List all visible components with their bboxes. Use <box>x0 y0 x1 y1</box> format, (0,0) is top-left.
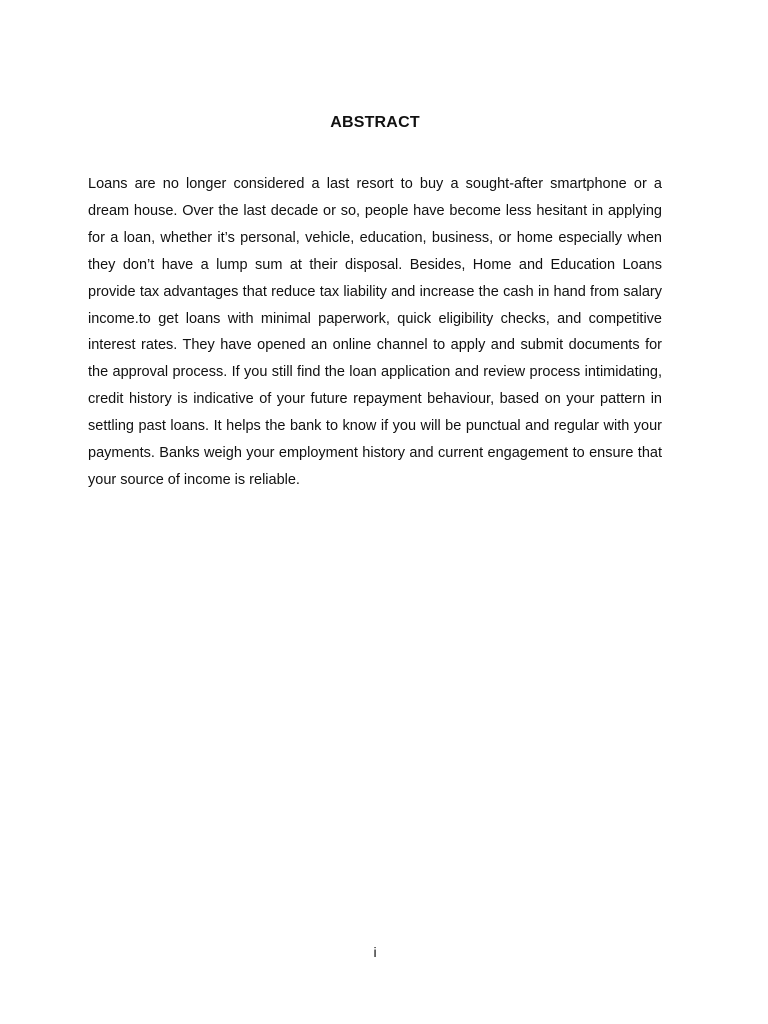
page-number: i <box>373 944 377 960</box>
abstract-heading: ABSTRACT <box>330 114 420 131</box>
abstract-paragraph: Loans are no longer considered a last resort to buy a sought-after smartphone or a dream house. Over the last decade or so, people have become less hesitant in applying for a loan, whether it’s personal, vehicle, education, business, or home especially when they don’t have a lump sum at their disposal. Besides, Home and Education Loans provide tax advantages that reduce tax liability and increase the cash in hand from salary income.to get loans with minimal paperwork, quick eligibility checks, and competitive interest rates. They have opened an online channel to apply and submit documents for the approval process. If you still find the loan application and review process intimidating, credit history is indicative of your future repayment behaviour, based on your pattern in settling past loans. It helps the bank to know if you will be punctual and regular with your payments. Banks weigh your employment history and current engagement to ensure that your source of income is reliable. <box>88 176 662 488</box>
